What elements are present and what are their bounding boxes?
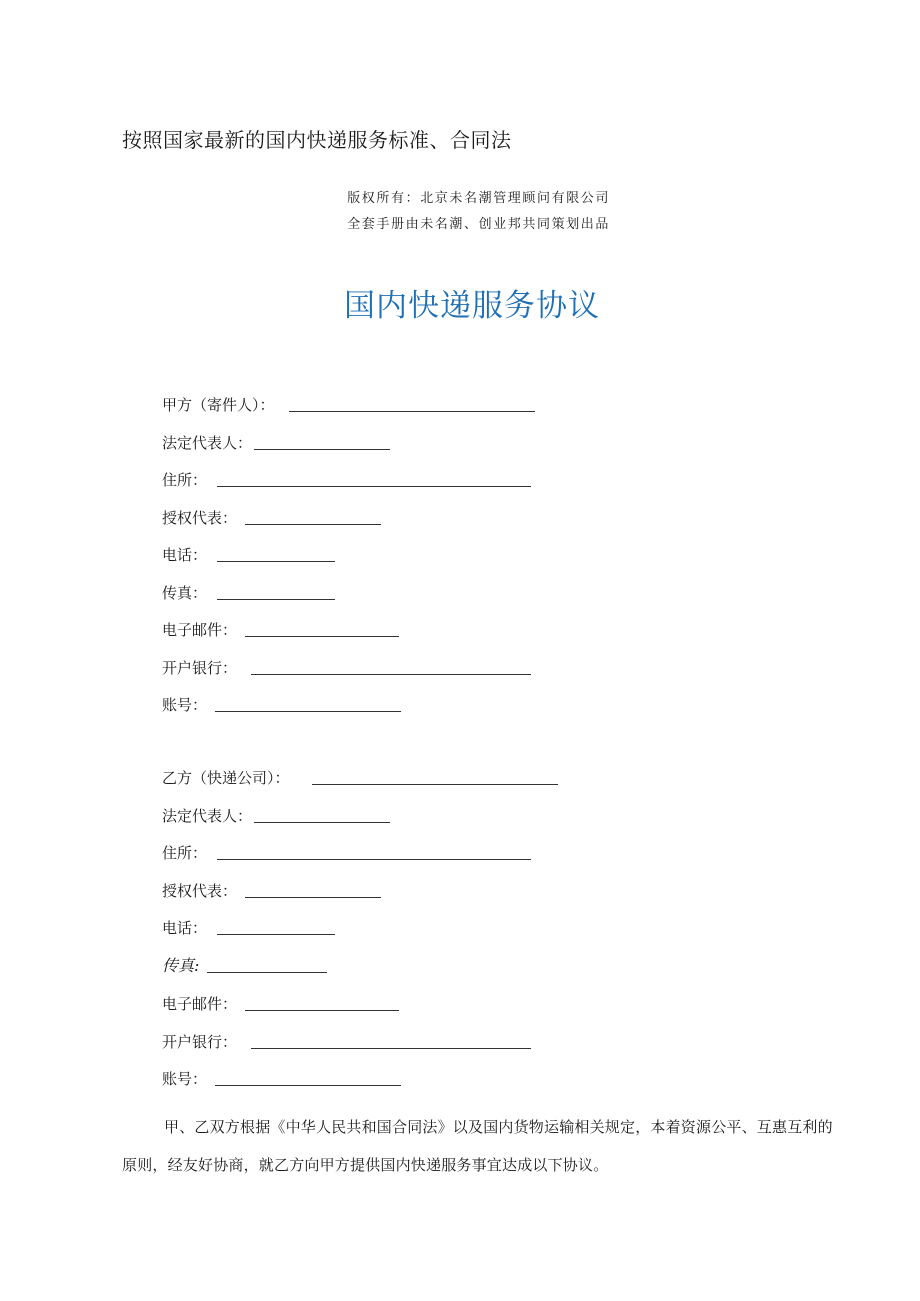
party-a-authorized-rep-label: 授权代表： — [162, 509, 238, 527]
party-a-address-blank[interactable] — [217, 472, 531, 487]
party-a-phone-blank[interactable] — [217, 547, 335, 562]
party-a-address-label: 住所： — [162, 471, 208, 489]
party-b-phone-label: 电话： — [162, 919, 208, 937]
party-a-legal-rep-field — [162, 431, 390, 453]
party-a-account-blank[interactable] — [215, 697, 401, 712]
party-a-name-label: 甲方（寄件人）： — [162, 396, 275, 414]
party-b-legal-rep-label: 法定代表人： — [162, 807, 253, 825]
party-b-account-field — [162, 1067, 401, 1089]
party-b-bank-blank[interactable] — [251, 1034, 531, 1049]
intro-paragraph: 甲、乙双方根据《中华人民共和国合同法》以及国内货物运输相关规定，本着资源公平、互惠互利的原则，经友好协商，就乙方向甲方提供国内快递服务事宜达成以下协议。 — [122, 1118, 833, 1174]
party-b-authorized-rep-label: 授权代表： — [162, 882, 238, 900]
party-a-email-blank[interactable] — [245, 622, 399, 637]
party-b-authorized-rep-field — [162, 879, 381, 901]
party-b-legal-rep-field — [162, 804, 390, 826]
party-a-name-blank[interactable] — [289, 397, 535, 412]
party-b-fax-blank[interactable] — [207, 958, 327, 973]
party-b-phone-field — [162, 916, 335, 938]
party-a-bank-field — [162, 656, 531, 678]
party-b-account-label: 账号： — [162, 1070, 208, 1088]
party-b-legal-rep-blank[interactable] — [254, 808, 390, 823]
party-b-phone-blank[interactable] — [217, 920, 335, 935]
party-a-bank-label: 开户银行： — [162, 659, 238, 677]
party-a-bank-blank[interactable] — [251, 660, 531, 675]
header-line: 按照国家最新的国内快递服务标准、合同法 — [122, 128, 512, 152]
party-a-fax-label: 传真： — [162, 584, 208, 602]
party-a-authorized-rep-blank[interactable] — [245, 510, 381, 525]
party-a-email-label: 电子邮件： — [162, 621, 238, 639]
party-b-name-field — [162, 766, 558, 788]
party-b-name-blank[interactable] — [312, 770, 558, 785]
copyright-line: 版权所有：北京未名潮管理顾问有限公司 — [347, 191, 610, 206]
party-a-fax-field — [162, 581, 335, 603]
party-a-address-field — [162, 468, 531, 490]
party-a-legal-rep-label: 法定代表人： — [162, 434, 253, 452]
party-b-name-label: 乙方（快递公司）： — [162, 769, 290, 787]
party-a-account-field — [162, 693, 401, 715]
party-b-email-blank[interactable] — [245, 996, 399, 1011]
party-b-account-blank[interactable] — [215, 1071, 401, 1086]
party-a-name-field — [162, 393, 535, 415]
party-a-email-field — [162, 618, 399, 640]
party-a-legal-rep-blank[interactable] — [254, 435, 390, 450]
document-title: 国内快递服务协议 — [344, 288, 600, 324]
party-b-address-label: 住所： — [162, 844, 208, 862]
party-b-fax-label: 传真: — [162, 956, 200, 975]
party-b-authorized-rep-blank[interactable] — [245, 883, 381, 898]
publisher-line: 全套手册由未名潮、创业邦共同策划出品 — [347, 217, 610, 232]
party-b-fax-field — [162, 954, 327, 976]
party-b-bank-field — [162, 1030, 531, 1052]
party-a-phone-label: 电话： — [162, 546, 208, 564]
party-a-authorized-rep-field — [162, 506, 381, 528]
party-b-address-field — [162, 841, 531, 863]
party-a-account-label: 账号： — [162, 696, 208, 714]
party-b-address-blank[interactable] — [217, 845, 531, 860]
party-b-email-label: 电子邮件： — [162, 995, 238, 1013]
party-a-fax-blank[interactable] — [217, 585, 335, 600]
party-a-phone-field — [162, 543, 335, 565]
party-b-bank-label: 开户银行： — [162, 1033, 238, 1051]
party-b-email-field — [162, 992, 399, 1014]
